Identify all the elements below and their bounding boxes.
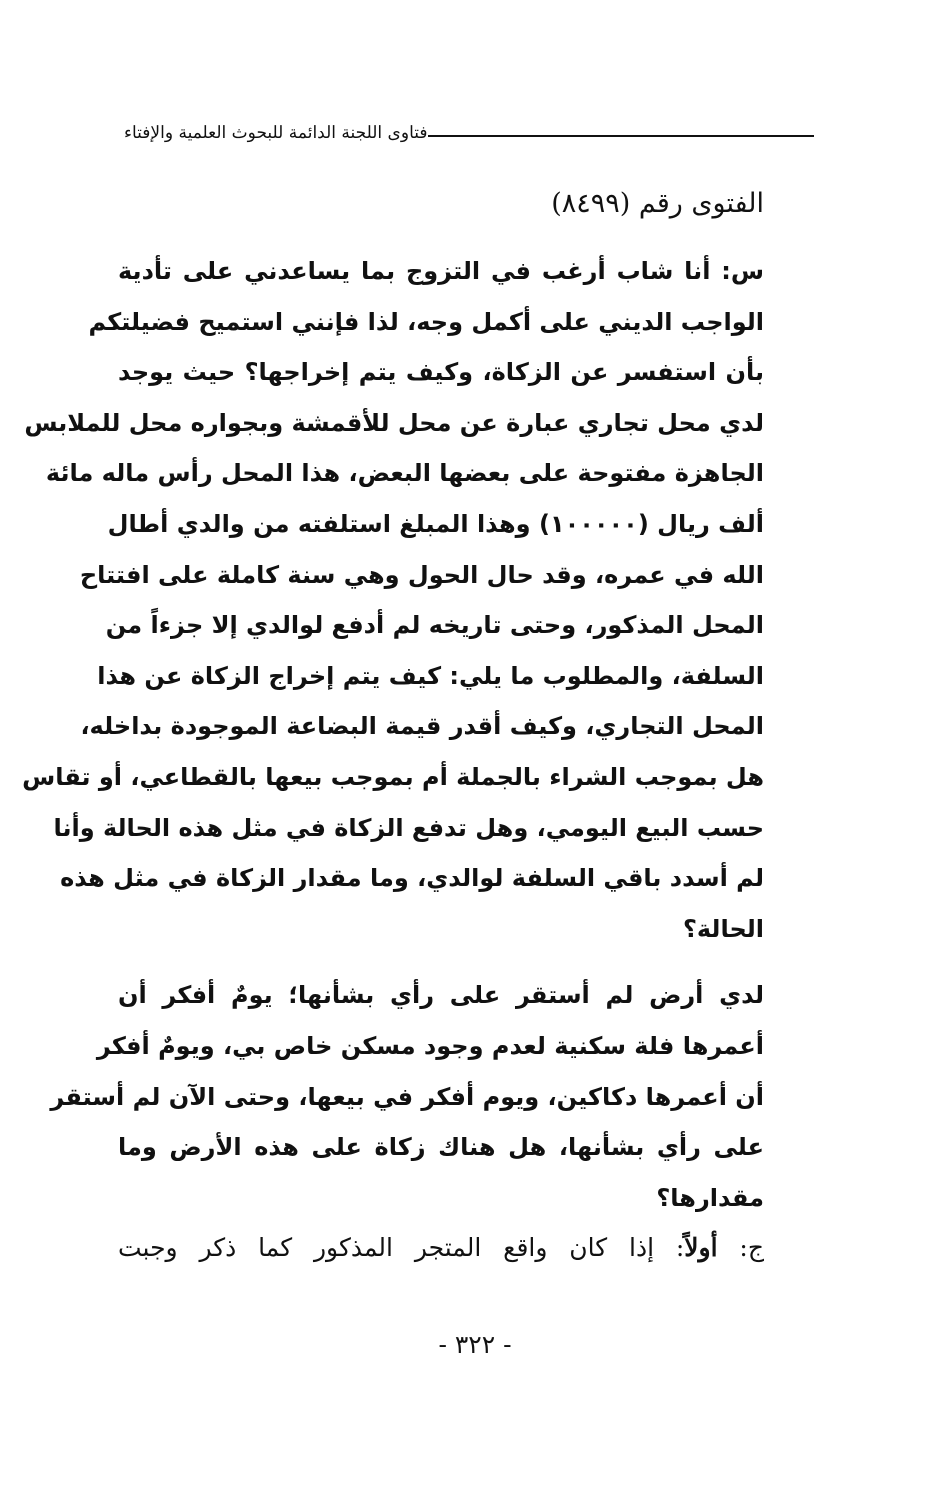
question-line: س: أنا شاب أرغب في التزوج بما يساعدني على تأدية [118,257,764,285]
question-line: السلفة، والمطلوب ما يلي: كيف يتم إخراج الزكاة عن هذا [97,661,764,690]
answer-first-point: أولاً [684,1233,718,1263]
question-line: حسب البيع اليومي، وهل تدفع الزكاة في مثل هذه الحالة وأنا [53,813,764,842]
question-line: أن أعمرها دكاكين، ويوم أفكر في بيعها، وحتى الآن لم أستقر [50,1082,764,1111]
answer-text: : إذا كان واقع المتجر المذكور كما ذكر وجبت [118,1233,685,1263]
answer-prefix: ج: [717,1233,764,1263]
fatwa-number: الفتوى رقم (٨٤٩٩) [551,188,764,219]
book-title: فتاوى اللجنة الدائمة للبحوث العلمية والإفتاء [124,123,428,143]
fatwa-body [22,246,764,1274]
question-line: مقدارها؟ [656,1183,764,1212]
question-line: على رأي بشأنها، هل هناك زكاة على هذه الأرض وما [118,1133,764,1162]
answer-line [118,1223,764,1274]
question-line: ألف ريال (١٠٠٠٠٠) وهذا المبلغ استلفته من والدي أطال [107,509,764,538]
page-number: - ٣٢٢ - [438,1330,512,1359]
question-line: الجاهزة مفتوحة على بعضها البعض، هذا المحل رأس ماله مائة [45,459,764,488]
question-line: الله في عمره، وقد حال الحول وهي سنة كاملة على افتتاح [79,560,764,589]
question-line: أعمرها فلة سكنية لعدم وجود مسكن خاص بي، ويومٌ أفكر [96,1031,764,1060]
question-line: الواجب الديني على أكمل وجه، لذا فإنني استميح فضيلتكم [88,307,764,336]
question-line: هل بموجب الشراء بالجملة أم بموجب بيعها بالقطاعي، أو تقاس [22,762,764,791]
question-line: لم أسدد باقي السلفة لوالدي، وما مقدار الزكاة في مثل هذه [60,864,764,893]
running-header [118,118,814,148]
question-line: بأن استفسر عن الزكاة، وكيف يتم إخراجها؟ حيث يوجد [118,358,764,387]
question-line: المحل المذكور، وحتى تاريخه لم أدفع لوالدي إلا جزءاً من [105,611,764,640]
paragraph-gap [118,954,764,970]
header-rule [428,135,814,137]
question-line: الحالة؟ [682,914,764,943]
question-line: لدي محل تجاري عبارة عن محل للأقمشة وبجواره محل للملابس [24,408,764,437]
question-line: المحل التجاري، وكيف أقدر قيمة البضاعة الموجودة بداخله، [80,712,764,741]
question-line: لدي أرض لم أستقر على رأي بشأنها؛ يومٌ أفكر أن [118,981,764,1010]
